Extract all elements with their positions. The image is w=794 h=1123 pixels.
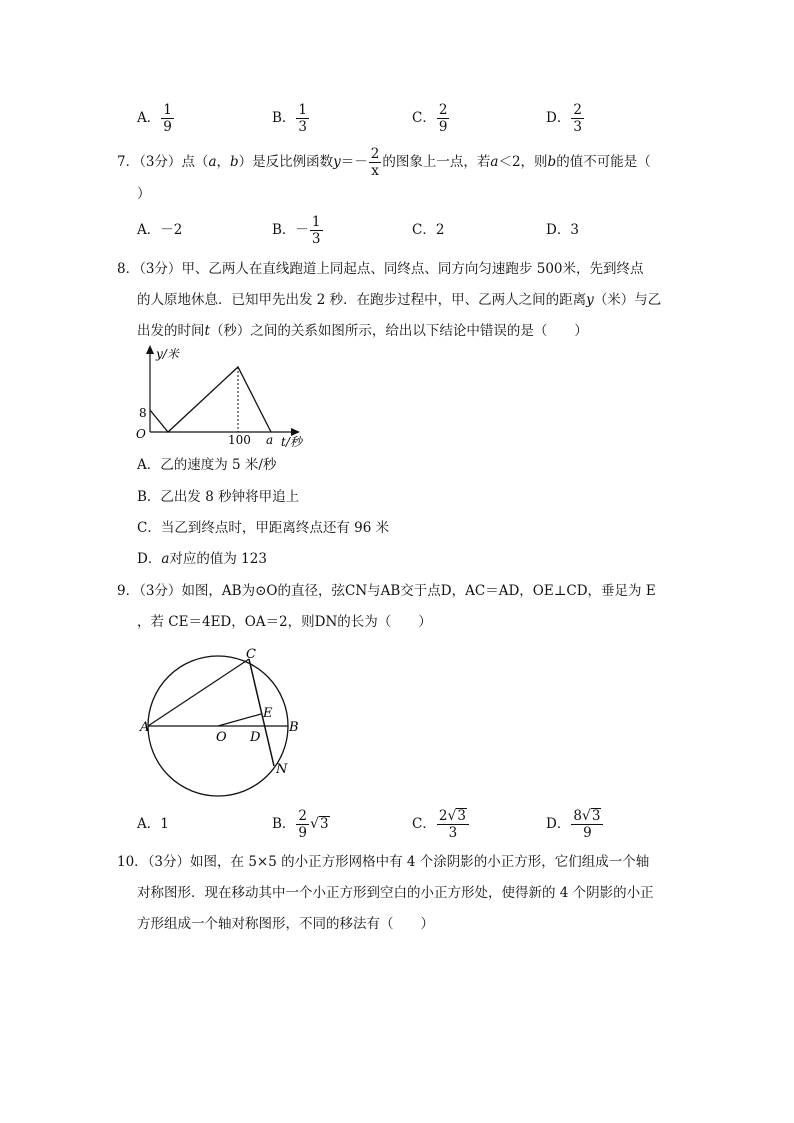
q9-stem-line2: ，若 CE＝4ED，OA＝2，则DN的长为（ ） (137, 614, 432, 630)
q9-option-b[interactable]: B． $\frac{2}{9}$ √3 (272, 808, 329, 841)
q6-option-d[interactable]: D． $\frac{2}{3}$ (546, 102, 582, 135)
q8-option-c[interactable]: C．当乙到终点时，甲距离终点还有 96 米 (137, 520, 390, 536)
q6-option-a[interactable]: A． $\frac{1}{9}$ (137, 102, 172, 135)
q9-circle-figure (138, 645, 308, 805)
q9-segment-oe (218, 714, 261, 726)
q6-option-c[interactable]: C． $\frac{2}{9}$ (412, 102, 448, 135)
q9-option-d[interactable]: D． $\frac{8√3}{9}$ (546, 808, 604, 841)
q10-stem-line1: 10．（3分）如图，在 5×5 的小正方形网格中有 4 个涂阴影的小正方形，它们组成一个轴 (117, 854, 650, 870)
q8-option-a[interactable]: A．乙的速度为 5 米/秒 (137, 457, 277, 473)
q9-stem-line1: 9．（3分）如图，AB为⊙O的直径，弦CN与AB交于点D，AC＝AD，OE⊥CD，垂足为 E (117, 583, 656, 599)
q9-label-c: C (246, 647, 256, 662)
q8-stem-line3: 出发的时间t（秒）之间的关系如图所示，给出以下结论中错误的是（ ） (137, 323, 588, 339)
q9-label-o: O (216, 730, 227, 745)
q9-label-a: A (140, 720, 150, 735)
q8-y-axis-arrow (146, 345, 154, 354)
q9-label-n: N (276, 762, 288, 777)
q7-stem-line2: ） (137, 186, 151, 202)
q8-origin: O (136, 427, 146, 441)
q7-option-b[interactable]: B．－ $\frac{1}{3}$ (272, 214, 321, 247)
q6-option-b[interactable]: B． $\frac{1}{3}$ (272, 102, 308, 135)
q10-stem-line2: 对称图形．现在移动其中一个小正方形到空白的小正方形处，使得新的 4 个阴影的小正 (137, 885, 654, 901)
q9-label-d: D (250, 730, 261, 745)
q9-label-e: E (263, 706, 273, 721)
q8-graph (130, 340, 310, 450)
q7-stem: 7．（3分）点（a，b）是反比例函数y＝－ $\frac{2}{x}$ 的图象上一点，若a＜2，则b的值不可能是（ (117, 146, 651, 179)
q7-option-a[interactable]: A．－2 (137, 222, 183, 238)
q7-option-d[interactable]: D．3 (546, 222, 579, 238)
q9-label-b: B (289, 720, 299, 735)
q8-x-tick-a: a (266, 433, 274, 447)
q8-y-tick: 8 (139, 406, 147, 420)
q10-stem-line3: 方形组成一个轴对称图形，不同的移法有（ ） (137, 916, 434, 932)
q9-option-c[interactable]: C． $\frac{2√3}{3}$ (412, 808, 470, 841)
q8-stem-line2: 的人原地休息．已知甲先出发 2 秒．在跑步过程中，甲、乙两人之间的距离y（米）与乙 (137, 292, 662, 308)
q8-option-b[interactable]: B．乙出发 8 秒钟将甲追上 (137, 489, 300, 505)
q8-y-label: y/米 (156, 347, 179, 361)
q8-x-tick-100: 100 (228, 433, 251, 447)
q8-option-d[interactable]: D．a对应的值为 123 (137, 551, 267, 567)
q8-stem-line1: 8．（3分）甲、乙两人在直线跑道上同起点、同终点、同方向匀速跑步 500米，先到终点 (117, 261, 644, 277)
q9-chord-ac (148, 659, 249, 726)
q8-x-label: t/秒 (281, 435, 302, 449)
q9-option-a[interactable]: A．1 (137, 816, 169, 832)
q7-option-c[interactable]: C．2 (412, 222, 445, 238)
q8-graph-line (150, 367, 271, 432)
